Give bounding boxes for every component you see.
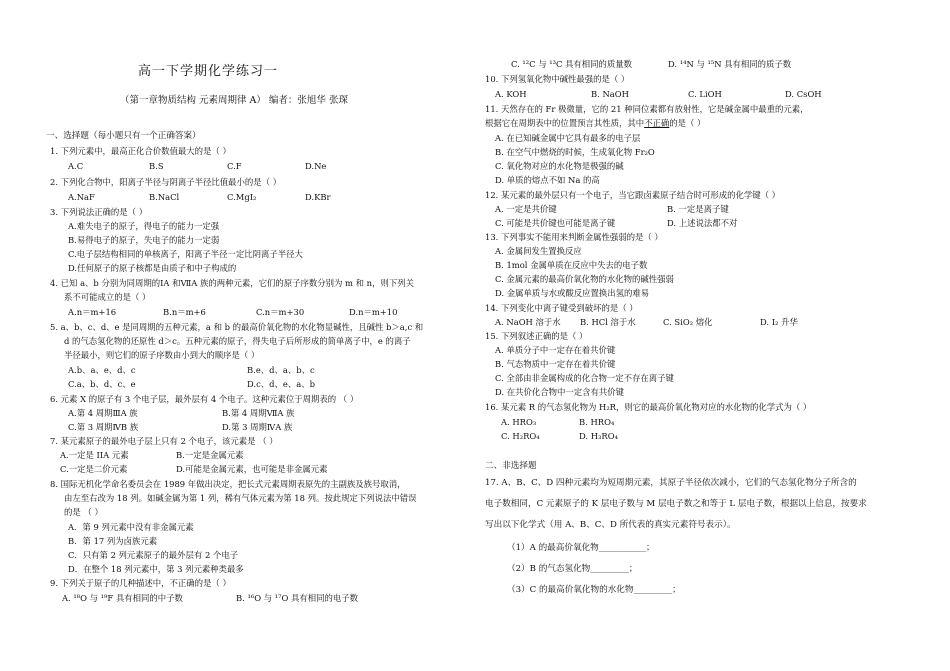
q5-option-c: C.a、b、d、c、e — [68, 379, 136, 389]
q12-option-a: A. 一定是共价键 — [495, 204, 557, 214]
q3-option-c: C.电子层结构相同的单核离子，阳离子半径一定比阴离子半径大 — [68, 249, 303, 259]
q10-option-b: B. NaOH — [591, 89, 629, 99]
q3-option-a: A.难失电子的原子，得电子的能力一定强 — [68, 221, 220, 231]
question-17-line1: 17. A、B、C、D 四种元素均为短周期元素，其原子半径依次减小，它们的气态氢化物分子所含的 — [485, 478, 857, 488]
q9-option-a: A. ¹⁸O 与 ¹⁹F 具有相同的中子数 — [62, 593, 183, 603]
q1-option-d: D.Ne — [305, 161, 327, 171]
q16-option-c: C. H₂RO₄ — [501, 431, 540, 441]
section-heading-choice: 一、选择题（每小题只有一个正确答案） — [46, 131, 201, 141]
q15-option-c: C. 全部由非金属构成的化合物一定不存在离子键 — [495, 373, 674, 383]
q6-option-a: A.第 4 周期ⅢA 族 — [68, 408, 138, 418]
q8-option-b: B．第 17 列为卤族元素 — [68, 536, 158, 546]
question-16: 16. 某元素 R 的气态氢化物为 H₂R，则它的最高价氧化物对应的水化物的化学式为（ ） — [485, 402, 812, 412]
q14-option-d: D. I₂ 升华 — [760, 317, 798, 327]
q10-option-a: A. KOH — [495, 89, 527, 99]
question-12: 12. 某元素的最外层只有一个电子，当它跟卤素原子结合时可形成的化学键（ ） — [485, 190, 781, 200]
q7-option-a: A.一定是 IIA 元素 — [60, 450, 129, 460]
q13-option-c: C. 金属元素的最高价氧化物的水化物的碱性强弱 — [495, 274, 674, 284]
q4-option-c: C.n＝m+30 — [256, 307, 305, 317]
question-3: 3. 下列说法正确的是（ ） — [50, 207, 148, 217]
section-heading-nonchoice: 二、非选择题 — [485, 461, 537, 471]
q11-option-d: D. 单质的熔点不如 Na 的高 — [495, 175, 600, 185]
question-2: 2. 下列化合物中，阳离子半径与阴离子半径比值最小的是（ ） — [50, 177, 282, 187]
question-5-line2: d 的气态氢化物的还原性 d＞c。五种元素的原子，得失电子后所形成的简单离子中，e 的离子 — [64, 336, 411, 346]
question-8-line2: 由左至右改为 18 列。如碱金属为第 1 列，稀有气体元素为第 18 列。按此规定下列说法中错误 — [64, 493, 417, 503]
q8-option-a: A．第 9 列元素中没有非金属元素 — [68, 522, 194, 532]
q11-text-a: 根据它在周期表中的位置预言其性质，其中 — [485, 118, 645, 128]
question-11-line1: 11. 天然存在的 Fr 极微量，它的 21 种同位素都有放射性，它是碱金属中最重的元素， — [485, 104, 809, 114]
q12-option-d: D. 上述说法都不对 — [667, 218, 738, 228]
q5-option-d: D.c、d、e、a、b — [247, 379, 315, 389]
question-8-line1: 8. 国际无机化学命名委员会在 1989 年做出决定，把长式元素周期表原先的主副族及族号取消， — [50, 479, 406, 489]
q6-option-c: C.第 3 周期ⅣB 族 — [68, 422, 139, 432]
q13-option-b: B. 1mol 金属单质在反应中失去的电子数 — [495, 260, 648, 270]
q14-option-a: A. NaOH 溶于水 — [495, 317, 561, 327]
question-4-line1: 4. 已知 a、b 分别为同周期的ⅠA 和ⅦA 族的两种元素，它们的原子序数分别为 m 和 n，则下列关 — [50, 278, 414, 288]
q4-option-d: D.n＝m+10 — [349, 307, 398, 317]
q17-part-2: （2）B 的气态氢化物_________； — [507, 564, 638, 574]
q6-option-d: D.第 3 周期ⅣA 族 — [222, 422, 293, 432]
q7-option-b: B.一定是金属元素 — [176, 450, 244, 460]
q16-option-b: B. HRO₄ — [579, 417, 615, 427]
q8-option-d: D．在整个 18 列元素中，第 3 列元素种类最多 — [68, 564, 244, 574]
q15-option-d: D. 在共价化合物中一定含有共价键 — [495, 387, 624, 397]
q14-option-b: B. HCl 溶于水 — [580, 317, 636, 327]
q13-option-a: A. 金属间发生置换反应 — [495, 246, 582, 256]
q4-option-b: B.n＝m+6 — [163, 307, 206, 317]
q17-part-3: （3）C 的最高价氧化物的水化物_________； — [507, 585, 681, 595]
q2-option-c: C.MgI₂ — [227, 192, 257, 202]
question-13: 13. 下列事实不能用来判断金属性强弱的是（ ） — [485, 232, 663, 242]
question-9: 9. 下列关于原子的几种描述中，不正确的是（ ） — [50, 578, 231, 588]
q8-option-c: C．只有第 2 列元素原子的最外层有 2 个电子 — [68, 550, 239, 560]
q1-option-c: C.F — [227, 161, 242, 171]
q16-option-a: A. HRO₃ — [501, 417, 537, 427]
q11-option-a: A. 在已知碱金属中它具有最多的电子层 — [495, 133, 641, 143]
q7-option-c: C.一定是二价元素 — [60, 464, 128, 474]
q16-option-d: D. H₃RO₄ — [579, 431, 618, 441]
question-17-line3: 写出以下化学式（用 A、B、C、D 所代表的真实元素符号表示）。 — [485, 520, 736, 530]
question-5-line1: 5. a、b、c、d、e 是同周期的五种元素，a 和 b 的最高价氧化物的水化物显碱性，且碱性 b＞a,c 和 — [50, 322, 424, 332]
q2-option-d: D.KBr — [305, 192, 331, 202]
q1-option-a: A.C — [68, 161, 84, 171]
q6-option-b: B.第 4 周期ⅦA 族 — [222, 408, 295, 418]
q11-option-b: B. 在空气中燃烧的时候，生成氧化物 Fr₂O — [495, 147, 655, 157]
q13-option-d: D. 金属单质与水或酸反应置换出氢的难易 — [495, 288, 650, 298]
question-11-line2 — [485, 118, 705, 129]
question-4-line2: 系不可能成立的是（ ） — [64, 292, 151, 302]
q2-option-a: A.NaF — [68, 192, 95, 202]
q3-option-d: D.任何原子的原子核都是由质子和中子构成的 — [68, 263, 237, 273]
q11-option-c: C. 氧化物对应的水化物是极强的碱 — [495, 161, 624, 171]
question-17-line2: 电子数相同，C 元素原子的 K 层电子数与 M 层电子数之和等于 L 层电子数，根据以上信息，按要求 — [485, 499, 867, 509]
question-6: 6. 元素 X 的原子有 3 个电子层，最外层有 4 个电子。这种元素位于周期表的 （ ） — [50, 394, 359, 404]
question-8-line3: 的是 （ ） — [64, 507, 103, 517]
question-5-line3: 半径最小，则它们的原子序数由小到大的顺序是（ ） — [64, 350, 260, 360]
question-15: 15. 下列叙述正确的是（ ） — [485, 331, 588, 341]
q15-option-b: B. 气态物质中一定存在着共价键 — [495, 359, 616, 369]
question-14: 14. 下列变化中离子键受到破坏的是（ ） — [485, 303, 638, 313]
q10-option-d: D. CsOH — [785, 89, 822, 99]
q15-option-a: A. 单质分子中一定存在着共价键 — [495, 345, 616, 355]
q5-option-a: A.b、a、e、d、c — [68, 365, 136, 375]
q4-option-a: A.n＝m+16 — [68, 307, 117, 317]
q17-part-1: （1）A 的最高价氧化物___________； — [507, 543, 655, 553]
q11-underlined-word: 不正确 — [644, 118, 670, 128]
question-10: 10. 下列氢氧化物中碱性最强的是（ ） — [485, 74, 630, 84]
q9-option-d: D. ¹⁴N 与 ¹⁵N 具有相同的质子数 — [668, 59, 792, 69]
q7-option-d: D.可能是金属元素，也可能是非金属元素 — [176, 464, 328, 474]
page-title: 高一下学期化学练习一 — [138, 64, 279, 79]
q12-option-b: B. 一定是离子键 — [667, 204, 729, 214]
q12-option-c: C. 可能是共价键也可能是离子键 — [495, 218, 616, 228]
q9-option-c: C. ¹²C 与 ¹³C 具有相同的质量数 — [511, 59, 633, 69]
q1-option-b: B.S — [149, 161, 164, 171]
q2-option-b: B.NaCl — [149, 192, 180, 202]
question-1: 1. 下列元素中，最高正化合价数值最大的是（ ） — [50, 146, 231, 156]
q5-option-b: B.e、d、a、b、c — [247, 365, 315, 375]
q14-option-c: C. SiO₂ 熔化 — [663, 317, 713, 327]
q10-option-c: C. LiOH — [688, 89, 722, 99]
page-subtitle: （第一章物质结构 元素周期律 A） 编者：张旭华 张琛 — [120, 95, 348, 106]
q11-text-b: 的是（ ） — [669, 118, 706, 128]
q3-option-b: B.易得电子的原子，失电子的能力一定弱 — [68, 235, 220, 245]
q9-option-b: B. ¹⁶O 与 ¹⁷O 具有相同的电子数 — [236, 593, 359, 603]
question-7: 7. 某元素原子的最外电子层上只有 2 个电子，该元素是 （ ） — [50, 436, 278, 446]
